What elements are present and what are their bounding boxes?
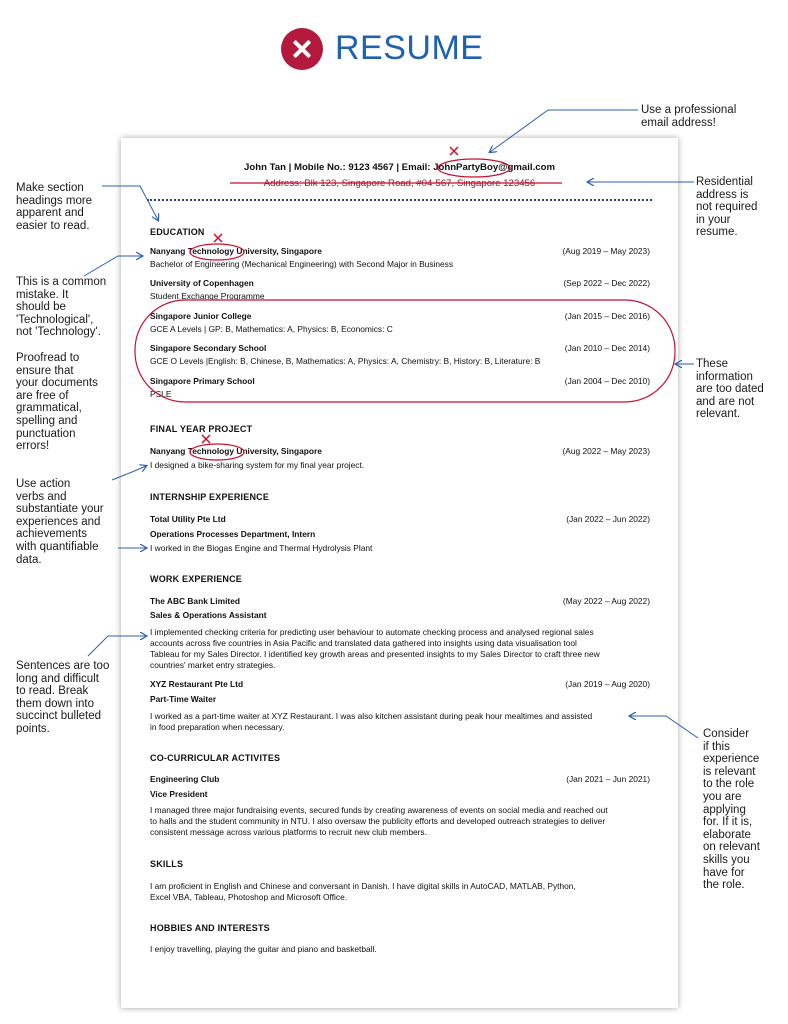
annotation-consider: Consider if this experience is relevant to the role you are applying for. If it is, elaborate on relevant skills you have for the role. <box>703 728 760 892</box>
edu-title: Singapore Secondary School <box>150 343 267 353</box>
page-title: RESUME <box>335 29 484 67</box>
edu-date: (Jan 2004 – Dec 2010) <box>564 376 650 386</box>
edu-detail: PSLE <box>150 389 172 399</box>
job-line: I implemented checking criteria for predicting user behaviour to automate checking process and analysed regional sales <box>150 627 594 637</box>
contact-line: John Tan | Mobile No.: 9123 4567 | Email: JohnPartyBoy@gmail.com <box>244 162 555 173</box>
hobbies-detail: I enjoy travelling, playing the guitar and piano and basketball. <box>150 944 377 954</box>
cca-title: Engineering Club <box>150 774 220 784</box>
job-title: The ABC Bank Limited <box>150 596 240 606</box>
job-line: accounts across five countries in Asia Pacific and translated data gathered into insights using data visualisation tool <box>150 638 577 648</box>
edu-date: (Jan 2010 – Dec 2014) <box>564 343 650 353</box>
edu-date: (Sep 2022 – Dec 2022) <box>563 278 650 288</box>
internship-date: (Jan 2022 – Jun 2022) <box>566 514 650 524</box>
annotation-proofread: Proofread to ensure that your documents are free of grammatical, spelling and punctuation errors! <box>16 352 98 453</box>
cca-line: to halls and the student community in NTU. I also oversaw the publicity efforts and developed outreach strategies to deliver <box>150 816 606 826</box>
edu-detail: GCE O Levels |English: B, Chinese, B, Mathematics: A, Physics: A, Chemistry: B, History: B, Literature: B <box>150 356 541 366</box>
edu-detail: Bachelor of Engineering (Mechanical Engineering) with Second Major in Business <box>150 259 454 269</box>
edu-title: Singapore Junior College <box>150 311 252 321</box>
edu-date: (Jan 2015 – Dec 2016) <box>564 311 650 321</box>
job-date: (May 2022 – Aug 2022) <box>562 596 650 606</box>
annotation-address: Residential address is not required in your resume. <box>696 176 758 239</box>
fyp-title: Nanyang Technology University, Singapore <box>150 446 322 456</box>
internship-detail: I worked in the Biogas Engine and Thermal Hydrolysis Plant <box>150 543 373 553</box>
annotation-email: Use a professional email address! <box>641 104 737 129</box>
education-heading: EDUCATION <box>150 227 205 237</box>
fyp-heading: FINAL YEAR PROJECT <box>150 424 253 434</box>
page-header <box>0 28 788 74</box>
annotation-headings: Make section headings more apparent and easier to read. <box>16 182 93 232</box>
resume-document <box>121 138 678 1008</box>
annotation-technology: This is a common mistake. It should be 'Technological', not 'Technology'. <box>16 276 107 339</box>
skills-line: I am proficient in English and Chinese and conversant in Danish. I have digital skills in AutoCAD, MATLAB, Python, <box>150 881 576 891</box>
edu-date: (Aug 2019 – May 2023) <box>562 246 650 256</box>
internship-role: Operations Processes Department, Intern <box>150 529 316 539</box>
x-circle-icon <box>281 28 323 70</box>
annotation-dated: These information are too dated and are not relevant. <box>696 358 764 421</box>
annotation-action-verbs: Use action verbs and substantiate your experiences and achievements with quantifiable data. <box>16 478 104 566</box>
work-heading: WORK EXPERIENCE <box>150 574 243 584</box>
fyp-detail: I designed a bike-sharing system for my final year project. <box>150 460 365 470</box>
job-line: Tableau for my Sales Director. I identified key growth areas and presented insights to my Sales Director to craft three new <box>150 649 600 659</box>
job-title: XYZ Restaurant Pte Ltd <box>150 679 244 689</box>
edu-detail: Student Exchange Programme <box>150 291 265 301</box>
cca-role: Vice President <box>150 789 208 799</box>
skills-line: Excel VBA, Tableau, Photoshop and Microsoft Office. <box>150 892 348 902</box>
internship-title: Total Utility Pte Ltd <box>150 514 226 524</box>
cca-line: consistent message across various platforms to recruit new club members. <box>150 827 427 837</box>
divider <box>147 199 652 201</box>
job-date: (Jan 2019 – Aug 2020) <box>565 679 650 689</box>
internship-heading: INTERNSHIP EXPERIENCE <box>150 492 270 502</box>
cca-date: (Jan 2021 – Jun 2021) <box>566 774 650 784</box>
address-line: Address: Blk 123, Singapore Road, #04-567, Singapore 123456 <box>263 178 536 189</box>
fyp-date: (Aug 2022 – May 2023) <box>562 446 650 456</box>
annotation-sentences: Sentences are too long and difficult to read. Break them down into succinct bulleted points. <box>16 660 110 735</box>
job-line: I worked as a part-time waiter at XYZ Restaurant. I was also kitchen assistant during peak hour mealtimes and assisted <box>150 711 593 721</box>
edu-title: Nanyang Technology University, Singapore <box>150 246 322 256</box>
edu-detail: GCE A Levels | GP: B, Mathematics: A, Physics: B, Economics: C <box>150 324 393 334</box>
cca-line: I managed three major fundraising events, secured funds by creating awareness of events on social media and reached out <box>150 805 608 815</box>
job-line: countries' market entry strategies. <box>150 660 276 670</box>
job-role: Sales & Operations Assistant <box>150 610 267 620</box>
job-line: in food preparation when necessary. <box>150 722 285 732</box>
edu-title: University of Copenhagen <box>150 278 254 288</box>
skills-heading: SKILLS <box>150 859 184 869</box>
hobbies-heading: HOBBIES AND INTERESTS <box>150 923 270 933</box>
cca-heading: CO-CURRICULAR ACTIVITES <box>150 753 281 763</box>
job-role: Part-Time Waiter <box>150 694 217 704</box>
edu-title: Singapore Primary School <box>150 376 255 386</box>
